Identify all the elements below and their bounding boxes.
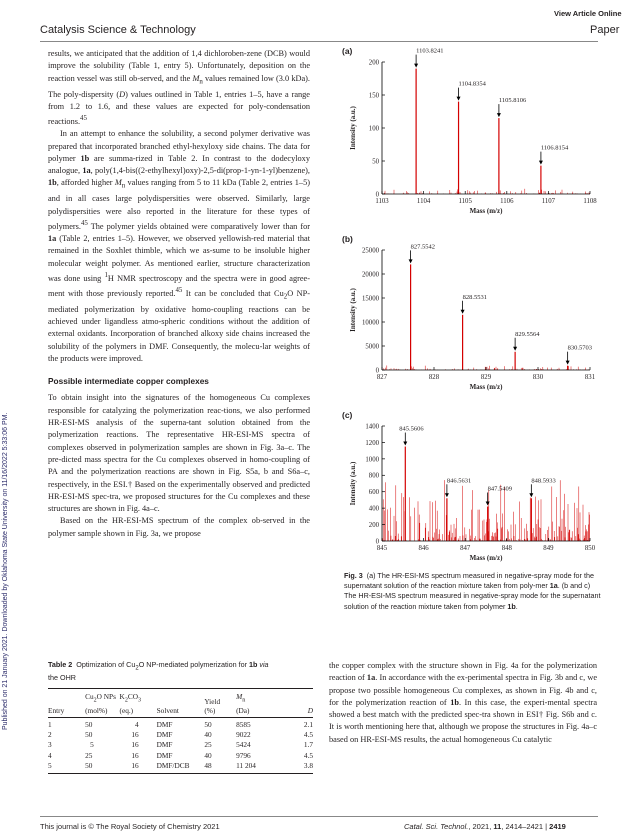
x-tick-label: 829 xyxy=(480,374,492,381)
y-tick-label: 600 xyxy=(368,489,379,497)
x-tick-label: 1105 xyxy=(458,198,472,205)
y-tick-label: 10000 xyxy=(362,319,379,327)
y-axis-label: Intensity (a.u.) xyxy=(349,461,357,506)
peak-arrow-head xyxy=(414,64,418,68)
peak-arrow-head xyxy=(409,259,413,263)
peak-label: 846.5631 xyxy=(446,477,472,485)
table-row: 1 50 4 DMF 50 8585 2.1 xyxy=(48,719,313,729)
x-tick-label: 827 xyxy=(376,374,388,381)
panel-label: (a) xyxy=(342,46,353,56)
y-tick-label: 50 xyxy=(372,158,379,166)
paragraph-fig3a: Based on the HR-ESI-MS spectrum of the complex ob-served in the polymer sample shown in Fig. 3a, we propose xyxy=(48,516,310,538)
peak-arrow-head xyxy=(566,361,570,365)
figure-3c-panel xyxy=(344,412,602,567)
peak-arrow-head xyxy=(445,493,449,497)
figure-3a-panel xyxy=(344,48,602,220)
y-tick-label: 800 xyxy=(368,472,379,480)
peak-arrow-head xyxy=(461,310,465,314)
download-notice-text: Published on 21 January 2021. Downloaded by Oklahoma State University on 11/16/2022 5:33:06 PM. xyxy=(2,412,9,730)
x-axis-label: Mass (m/z) xyxy=(469,383,503,391)
x-tick-label: 847 xyxy=(460,545,471,552)
peak-arrow-head xyxy=(529,493,533,497)
x-tick-label: 845 xyxy=(376,545,388,552)
paragraph-hr-esi-ms: To obtain insight into the signatures of the homogeneous Cu complexes responsible for catalyzing the polymerization reac-tions, we also performed HR-ESI-MS analysis of the superna-tant solution obtained from the polymerization reactions. The representative HR-ESI-MS spectra of complexes observed in polymerization samples are shown in Fig. 3a–c. The pre-dicted mass spectra for the Cu complexes observed in homo-coupling of PA and the polymerization reactions are shown in Fig. S5a, b and S6a–c, respectively, in the ESI.† Based on the experimentally observed and predicted HR-ESI-MS spec-tra, we proposed structures for the Cu complexes and these structures are shown in Fig. 4a–c. xyxy=(48,393,310,514)
y-tick-label: 0 xyxy=(375,538,379,546)
table-row: 5 50 16 DMF/DCB 48 11 204 3.8 xyxy=(48,760,313,770)
peak-label: 1105.8106 xyxy=(498,97,527,105)
table-row: 2 50 16 DMF 40 9022 4.5 xyxy=(48,730,313,740)
header-cu2o: $Cu_2O$ NPs (mol%) xyxy=(85,692,116,715)
table-2 xyxy=(48,660,313,774)
y-axis-label: Intensity (a.u.) xyxy=(349,288,357,332)
spectrum-noise xyxy=(382,189,590,194)
header-rule xyxy=(40,41,598,42)
peak-arrow-head xyxy=(486,502,490,506)
peak-arrow-head xyxy=(513,347,517,351)
panel-label: (c) xyxy=(342,410,353,420)
header-yield: Yield (%) xyxy=(204,696,221,715)
y-tick-label: 100 xyxy=(368,125,379,133)
x-tick-label: 1103 xyxy=(375,198,389,205)
spectrum-noise xyxy=(382,480,590,541)
table-header-row xyxy=(48,689,313,717)
x-tick-label: 1107 xyxy=(541,198,556,205)
footer-rule xyxy=(40,816,598,817)
optimization-table xyxy=(48,689,313,770)
peak-label: 1103.8241 xyxy=(416,47,444,55)
y-tick-label: 1400 xyxy=(365,423,379,431)
spectrum-a-chart xyxy=(344,48,602,220)
paragraph-solubility: results, we anticipated that the addition of 1,4 dichloroben-zene (DCB) would improve the solubility (Table 1, entry 5). Unfortunately, deposition on the reaction vessel was still ob-served, and the $M_n$ values remained low (3.0 kDa). The poly-dispersity (D) values outlined in Table 1, entries 1–5, have a range from 1.2 to 1.6, and these values are expected for poly-condensation reactions.$^{45}$ xyxy=(48,49,310,126)
citation-footer: Catal. Sci. Technol., 2021, 11, 2414–2421 | 2419 xyxy=(404,822,566,831)
y-tick-label: 25000 xyxy=(362,247,379,255)
header-mn: $M_n$ (Da) xyxy=(236,692,250,715)
copyright-notice: This journal is © The Royal Society of Chemistry 2021 xyxy=(40,822,220,831)
paragraph-second-derivative: In an attempt to enhance the solubility, a second polymer derivative was prepared that incorporated branched ethyl-hexyloxy side chains. The data for polymer 1b are summa-rized in Table 2. In contrast to the dodecyloxy analogue, 1a, poly(1,4-bis((2-ethylhexyl)oxy)-2,5-di(prop-1-yn-1-yl)benzene), 1b, afforded higher $M_n$ values ranging from 5 to 11 kDa (Table 2, entries 1–5) and in all cases large polydispersities were observed. Similarly, large polydispersities were also reported in the literature for these types of polymers.$^{45}$ The polymer yields obtained were comparatively lower than for 1a (Table 2, entries 1–5). However, we observed yellowish-red material that remained in the Soxhlet thimble, which we as-sume to be insoluble higher molecular weight polymer. As mentioned earlier, structure characterization was done using $^1$H NMR spectroscopy and the spectra were in good agree-ment with those previously reported.$^{45}$ It can be concluded that $Cu_2O$ NP-mediated polymerization by oxidative homo-coupling reactions can be achieved under ligandless atmo-spheric conditions without the addition of external oxidants. Incorporation of branched alkoxy side chains increased the solubility of the polymers in DMF. Consequently, the molecu-lar weights of the products were improved. xyxy=(48,129,311,363)
peak-arrow-head xyxy=(457,97,461,101)
x-axis-label: Mass (m/z) xyxy=(469,554,503,562)
y-tick-label: 15000 xyxy=(362,295,379,303)
view-article-online-link[interactable]: View Article Online xyxy=(554,9,622,18)
x-tick-label: 830 xyxy=(532,374,544,381)
left-column xyxy=(48,48,310,540)
peak-label: 828.5531 xyxy=(462,293,487,301)
peak-label: 1104.8354 xyxy=(458,80,486,88)
x-tick-label: 1104 xyxy=(416,198,431,205)
y-tick-label: 400 xyxy=(368,505,379,513)
header-k2co3: $K_2CO_3$ (eq.) xyxy=(119,692,142,715)
y-tick-label: 0 xyxy=(375,367,379,375)
x-tick-label: 846 xyxy=(418,545,429,552)
peak-label: 829.5564 xyxy=(515,330,540,338)
table-row: 4 25 16 DMF 40 9796 4.5 xyxy=(48,750,313,760)
x-tick-label: 849 xyxy=(543,545,554,552)
x-tick-label: 848 xyxy=(501,545,512,552)
peak-arrow-head xyxy=(497,113,501,117)
peak-label: 827.5542 xyxy=(410,243,435,251)
peak-label: 847.5409 xyxy=(487,485,513,493)
x-tick-label: 850 xyxy=(584,545,596,552)
peak-label: 1106.8154 xyxy=(540,144,569,152)
y-tick-label: 5000 xyxy=(365,343,379,351)
download-notice xyxy=(2,412,18,730)
y-tick-label: 150 xyxy=(368,92,379,100)
citation-45[interactable]: 45 xyxy=(80,115,87,123)
panel-label: (b) xyxy=(342,234,353,244)
y-tick-label: 1000 xyxy=(365,456,379,464)
section-label: Paper xyxy=(590,24,620,36)
y-tick-label: 200 xyxy=(368,521,379,529)
spectrum-b-chart xyxy=(344,236,602,396)
peak-arrow-head xyxy=(403,442,407,446)
y-tick-label: 0 xyxy=(375,191,379,199)
peak-label: 845.5606 xyxy=(399,425,424,433)
peak-arrow-head xyxy=(539,161,543,165)
y-axis-label: Intensity (a.u.) xyxy=(349,106,357,150)
figure-caption: Fig. 3 (a) The HR-ESI-MS spectrum measured in negative-spray mode for the supernatant solution of the reaction mixture taken from poly-mer 1a. (b and c) The HR-ESI-MS spectrum measured in negative-spray mode for the supernatant solution of the reaction mixture taken from polymer 1b. xyxy=(344,571,601,611)
y-tick-label: 1200 xyxy=(365,439,379,447)
x-axis-label: Mass (m/z) xyxy=(469,207,503,215)
right-column-text: the copper complex with the structure shown in Fig. 4a for the polymerization reaction of 1a. In accordance with the ex-perimental spectra in Fig. 3b and c, we propose two possible homogeneous Cu complexes, as shown in Fig. 4b and c, for the polymerization reaction of 1b. In this case, the experi-mental spectra showed a best match with the predicted spec-tra shown in ESI† Fig. S6b and c. It is worth mentioning here that, although we propose the structures in Fig. 4a–c based on HR-ESI-MS results, the actual homogeneous Cu catalytic xyxy=(329,661,597,744)
spectrum-c-chart xyxy=(344,412,602,567)
table-title: Table 2 Optimization of $Cu_2O$ NP-mediated polymerization for 1b via the OHR xyxy=(48,660,269,683)
figure-3b-panel xyxy=(344,236,602,396)
header-entry: Entry xyxy=(48,705,65,715)
y-tick-label: 200 xyxy=(368,59,379,67)
x-tick-label: 1108 xyxy=(583,198,597,205)
peak-label: 848.5933 xyxy=(531,477,556,485)
x-tick-label: 831 xyxy=(584,374,596,381)
table-row: 3 5 16 DMF 25 5424 1.7 xyxy=(48,740,313,750)
header-d: D xyxy=(307,705,313,715)
y-tick-label: 20000 xyxy=(362,271,379,279)
x-tick-label: 828 xyxy=(428,374,440,381)
header-solvent: Solvent xyxy=(156,705,179,715)
peak-label: 830.5703 xyxy=(567,344,593,352)
section-heading: Possible intermediate copper complexes xyxy=(48,376,209,387)
x-tick-label: 1106 xyxy=(500,198,514,205)
journal-title: Catalysis Science & Technology xyxy=(40,24,196,36)
